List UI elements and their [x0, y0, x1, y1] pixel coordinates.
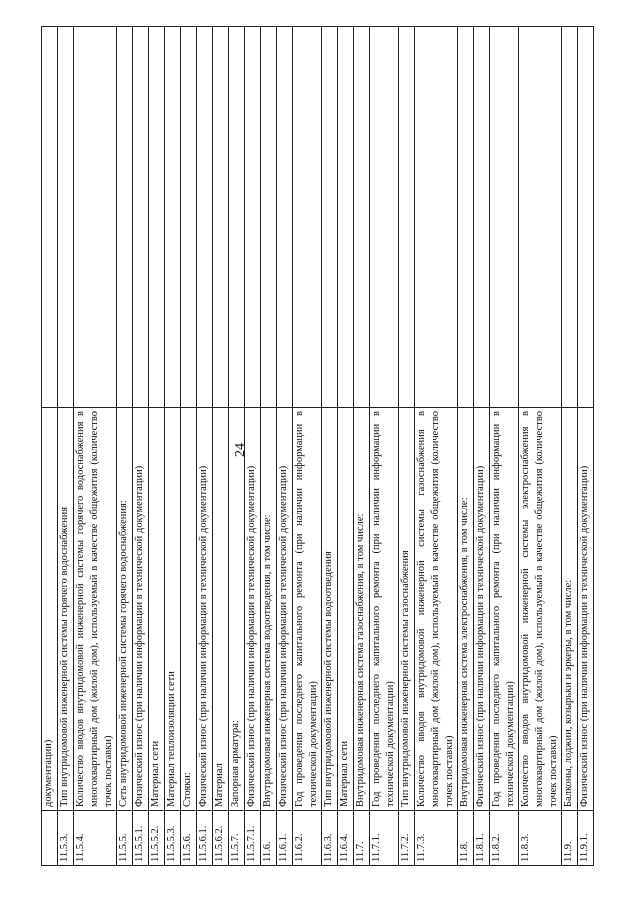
specification-table [41, 26, 594, 866]
row-description: Физический износ (при наличии информации в технической документации) [133, 408, 149, 811]
row-number: 11.8.1. [474, 811, 490, 866]
row-description: Физический износ (при наличии информации в технической документации) [277, 408, 293, 811]
table-row [458, 27, 474, 866]
row-value-cell [277, 27, 293, 408]
row-description: Внутридомовая инженерная система водоотведения, в том числе: [261, 408, 277, 811]
table-row [74, 27, 117, 866]
table-row [261, 27, 277, 866]
row-value-cell [578, 27, 594, 408]
row-number: 11.5.5.1. [133, 811, 149, 866]
row-description: Сеть внутридомовой инженерной системы горячего водоснабжения: [117, 408, 133, 811]
row-description: Год проведения последнего капитального ремонта (при наличии информации в технической документации) [293, 408, 322, 811]
row-description: Запорная арматура: [229, 408, 245, 811]
table-row [277, 27, 293, 866]
row-value-cell [133, 27, 149, 408]
row-value-cell [74, 27, 117, 408]
table-row [133, 27, 149, 866]
row-value-cell [181, 27, 197, 408]
row-description: Материал сети [338, 408, 354, 811]
table-row [58, 27, 74, 866]
row-number: 11.8. [458, 811, 474, 866]
row-description: Внутридомовая инженерная система электроснабжения, в том числе: [458, 408, 474, 811]
row-description: Материал [213, 408, 229, 811]
row-number: 11.8.2. [490, 811, 519, 866]
table-row [519, 27, 562, 866]
table-row [338, 27, 354, 866]
row-number: 11.5.3. [58, 811, 74, 866]
table-row [370, 27, 399, 866]
page-number: 24 [233, 443, 248, 457]
row-description: документации) [42, 408, 58, 811]
row-number: 11.5.7. [229, 811, 245, 866]
row-value-cell [229, 27, 245, 408]
row-value-cell [490, 27, 519, 408]
row-number: 11.5.6. [181, 811, 197, 866]
row-description: Физический износ (при наличии информации в технической документации) [197, 408, 213, 811]
row-description: Количество вводов внутридомовой инженерной системы электроснабжения в многоквартирный дом (жилой дом), используемый в качестве общежития (количество точек поставки) [519, 408, 562, 811]
row-number: 11.6. [261, 811, 277, 866]
row-value-cell [245, 27, 261, 408]
row-value-cell [322, 27, 338, 408]
row-number: 11.7. [354, 811, 370, 866]
row-description: Балконы, лоджии, козырьки и эркеры, в том числе: [562, 408, 578, 811]
row-number: 11.5.5.2. [149, 811, 165, 866]
row-description: Материал сети [149, 408, 165, 811]
row-value-cell [354, 27, 370, 408]
row-value-cell [58, 27, 74, 408]
table-row [415, 27, 458, 866]
row-value-cell [261, 27, 277, 408]
table-row [245, 27, 261, 866]
row-number: 11.9.1. [578, 811, 594, 866]
table-row [229, 27, 245, 866]
row-value-cell [474, 27, 490, 408]
row-description: Тип внутридомовой инженерной системы газоснабжения [399, 408, 415, 811]
row-value-cell [42, 27, 58, 408]
row-value-cell [399, 27, 415, 408]
table-row [213, 27, 229, 866]
row-description: Тип внутридомовой инженерной системы водоотведения [322, 408, 338, 811]
table-row [578, 27, 594, 866]
row-number: 11.6.2. [293, 811, 322, 866]
row-value-cell [293, 27, 322, 408]
row-description: Физический износ (при наличии информации в технической документации) [245, 408, 261, 811]
row-value-cell [338, 27, 354, 408]
row-value-cell [415, 27, 458, 408]
row-number: 11.5.6.1. [197, 811, 213, 866]
row-value-cell [562, 27, 578, 408]
table-row [354, 27, 370, 866]
row-number: 11.6.3. [322, 811, 338, 866]
table-row [399, 27, 415, 866]
table-row [490, 27, 519, 866]
row-number [42, 811, 58, 866]
row-description: Количество вводов внутридомовой инженерной системы газоснабжения в многоквартирный дом (жилой дом), используемый в качестве общежития (количество точек поставки) [415, 408, 458, 811]
row-description: Материал теплоизоляции сети [165, 408, 181, 811]
row-value-cell [458, 27, 474, 408]
table-row [293, 27, 322, 866]
row-value-cell [370, 27, 399, 408]
table-row [117, 27, 133, 866]
row-number: 11.5.6.2. [213, 811, 229, 866]
row-description: Стояки: [181, 408, 197, 811]
row-number: 11.7.3. [415, 811, 458, 866]
row-number: 11.7.2. [399, 811, 415, 866]
row-value-cell [165, 27, 181, 408]
row-value-cell [197, 27, 213, 408]
table-row [474, 27, 490, 866]
row-value-cell [149, 27, 165, 408]
table-row [149, 27, 165, 866]
table-row [181, 27, 197, 866]
row-description: Внутридомовая инженерная система газоснабжения, в том числе: [354, 408, 370, 811]
row-number: 11.6.1. [277, 811, 293, 866]
row-description: Тип внутридомовой инженерной системы горячего водоснабжения [58, 408, 74, 811]
table-body [42, 27, 594, 866]
row-number: 11.9. [562, 811, 578, 866]
row-value-cell [213, 27, 229, 408]
rotated-table-container [41, 26, 611, 866]
row-number: 11.7.1. [370, 811, 399, 866]
table-row [165, 27, 181, 866]
row-number: 11.6.4. [338, 811, 354, 866]
row-description: Физический износ (при наличии информации в технической документации) [578, 408, 594, 811]
row-number: 11.8.3. [519, 811, 562, 866]
row-value-cell [117, 27, 133, 408]
row-value-cell [519, 27, 562, 408]
row-description: Физический износ (при наличии информации в технической документации) [474, 408, 490, 811]
row-number: 11.5.5.3. [165, 811, 181, 866]
row-number: 11.5.5. [117, 811, 133, 866]
row-number: 11.5.4. [74, 811, 117, 866]
table-row [42, 27, 58, 866]
row-description: Количество вводов внутридомовой инженерной системы горячего водоснабжения в многоквартирный дом (жилой дом), используемый в качестве общежития (количество точек поставки) [74, 408, 117, 811]
row-description: Год проведения последнего капитального ремонта (при наличии информации в технической документации) [490, 408, 519, 811]
table-row [197, 27, 213, 866]
table-row [322, 27, 338, 866]
row-description: Год проведения последнего капитального ремонта (при наличии информации в технической документации) [370, 408, 399, 811]
row-number: 11.5.7.1. [245, 811, 261, 866]
table-row [562, 27, 578, 866]
